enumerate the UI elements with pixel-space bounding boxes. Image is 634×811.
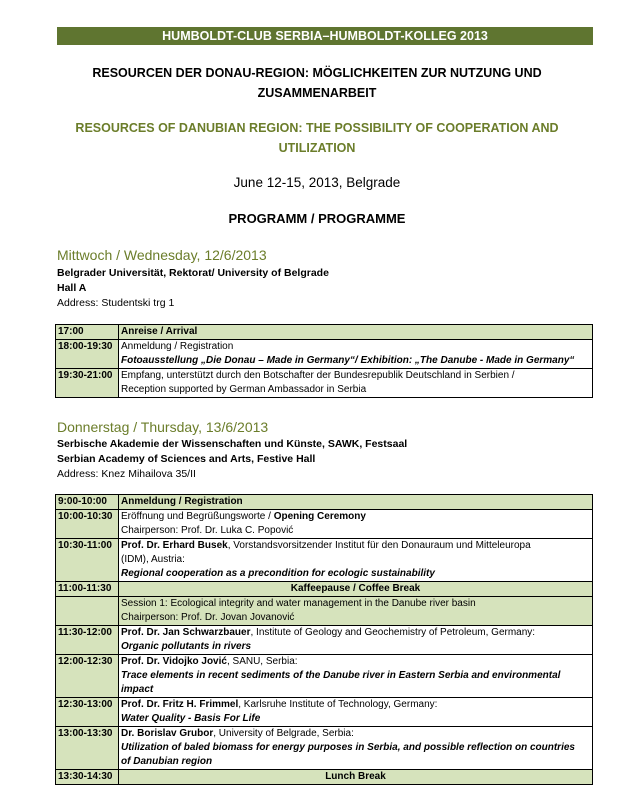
day1-venue-line1: Belgrader Universität, Rektorat/ University of Belgrade [57, 267, 329, 279]
day2-venue [57, 437, 407, 482]
row-time: 10:00-10:30 [56, 510, 119, 539]
title-english-line2: UTILIZATION [278, 141, 356, 155]
title-english-line1: RESOURCES OF DANUBIAN REGION: THE POSSIBILITY OF COOPERATION AND [75, 121, 559, 135]
row-subtext: Fotoausstellung „Die Donau – Made in Germany“/ Exhibition: „The Danube - Made in Germany“ [121, 355, 575, 366]
row-content [119, 626, 593, 655]
row-speaker: Prof. Dr. Fritz H. Frimmel [121, 699, 239, 710]
table-row [56, 597, 593, 626]
row-affil: , Karlsruhe Institute of Technology, Germany: [238, 699, 438, 710]
row-text-b: Opening Ceremony [273, 511, 366, 522]
title-german [40, 63, 594, 103]
row-content [119, 539, 593, 582]
row-time [56, 597, 119, 626]
row-content [119, 369, 593, 398]
row-speaker-line [121, 626, 590, 640]
row-text2: Reception supported by German Ambassador in Serbia [121, 384, 367, 395]
row-talk2: of Danubian region [121, 756, 213, 767]
row-text: Lunch Break [119, 770, 593, 785]
day1-address: Address: Studentski trg 1 [57, 297, 175, 309]
row-speaker-line [121, 698, 590, 712]
row-time: 11:30-12:00 [56, 626, 119, 655]
day1-title: Mittwoch / Wednesday, 12/6/2013 [57, 247, 267, 263]
table-row [56, 510, 593, 539]
row-time: 19:30-21:00 [56, 369, 119, 398]
table-row [56, 727, 593, 770]
row-time: 13:00-13:30 [56, 727, 119, 770]
day1-venue [57, 266, 329, 311]
row-speaker-line [121, 727, 590, 741]
title-german-line2: ZUSAMMENARBEIT [257, 86, 377, 100]
row-speaker-line [121, 655, 590, 669]
row-time: 10:30-11:00 [56, 539, 119, 582]
row-text: Empfang, unterstützt durch den Botschafter der Bundesrepublik Deutschland in Serbien / [121, 370, 515, 381]
row-affil: , SANU, Serbia: [226, 656, 298, 667]
row-text-a: Eröffnung und Begrüßungsworte / [121, 511, 274, 522]
row-talk: Water Quality - Basis For Life [121, 713, 261, 724]
row-text: Kaffeepause / Coffee Break [119, 582, 593, 597]
row-time: 12:30-13:00 [56, 698, 119, 727]
row-text: Anmeldung / Registration [121, 341, 234, 352]
table-row [56, 369, 593, 398]
row-content [119, 340, 593, 369]
row-time: 18:00-19:30 [56, 340, 119, 369]
row-speaker: Prof. Dr. Erhard Busek [121, 540, 228, 551]
row-affil2: (IDM), Austria: [121, 554, 185, 565]
row-chair: Chairperson: Prof. Dr. Luka C. Popović [121, 525, 294, 536]
day2-schedule-table [55, 494, 593, 785]
row-talk2: impact [121, 684, 154, 695]
row-affil: , Institute of Geology and Geochemistry of Petroleum, Germany: [250, 627, 536, 638]
row-content [119, 510, 593, 539]
row-chair: Chairperson: Prof. Dr. Jovan Jovanović [121, 612, 295, 623]
row-content [119, 655, 593, 698]
day2-address: Address: Knez Mihailova 35/II [57, 468, 196, 480]
day1-schedule-table [55, 324, 593, 398]
table-row [56, 495, 593, 510]
event-dateline: June 12-15, 2013, Belgrade [233, 175, 401, 190]
row-talk: Organic pollutants in rivers [121, 641, 252, 652]
row-content [119, 727, 593, 770]
row-text: Anmeldung / Registration [119, 495, 593, 510]
row-time: 11:00-11:30 [56, 582, 119, 597]
row-speaker-line [121, 539, 590, 553]
event-banner: HUMBOLDT-CLUB SERBIA–HUMBOLDT-KOLLEG 2013 [57, 27, 593, 45]
table-row [56, 698, 593, 727]
table-row [56, 325, 593, 340]
row-affil: , Vorstandsvorsitzender Institut für den Donauraum und Mitteleuropa [227, 540, 531, 551]
day2-venue-line1: Serbische Akademie der Wissenschaften und Künste, SAWK, Festsaal [57, 438, 408, 450]
row-talk: Utilization of baled biomass for energy purposes in Serbia, and possible reflection on countries [121, 742, 575, 753]
day2-venue-line2: Serbian Academy of Sciences and Arts, Festive Hall [57, 453, 316, 465]
day2-title: Donnerstag / Thursday, 13/6/2013 [57, 419, 269, 435]
table-row [56, 539, 593, 582]
row-speaker: Prof. Dr. Jan Schwarzbauer [121, 627, 251, 638]
table-row [56, 655, 593, 698]
title-english [40, 118, 594, 158]
row-text [121, 510, 590, 524]
table-row [56, 626, 593, 655]
row-talk: Trace elements in recent sediments of the Danube river in Eastern Serbia and environmental [121, 670, 561, 681]
table-row [56, 770, 593, 785]
title-german-line1: RESOURCEN DER DONAU-REGION: MÖGLICHKEITEN ZUR NUTZUNG UND [92, 66, 542, 80]
programme-heading: PROGRAMM / PROGRAMME [228, 211, 406, 226]
row-session: Session 1: Ecological integrity and water management in the Danube river basin [121, 598, 476, 609]
row-affil: , University of Belgrade, Serbia: [213, 728, 354, 739]
row-speaker: Prof. Dr. Vidojko Jović [121, 656, 227, 667]
row-content [119, 597, 593, 626]
row-talk: Regional cooperation as a precondition for ecologic sustainability [121, 568, 435, 579]
row-text: Anreise / Arrival [119, 325, 593, 340]
table-row [56, 582, 593, 597]
row-speaker: Dr. Borislav Grubor [121, 728, 214, 739]
row-time: 13:30-14:30 [56, 770, 119, 785]
row-time: 12:00-12:30 [56, 655, 119, 698]
row-time: 9:00-10:00 [56, 495, 119, 510]
row-content [119, 698, 593, 727]
row-time: 17:00 [56, 325, 119, 340]
day1-venue-line2: Hall A [57, 282, 87, 294]
table-row [56, 340, 593, 369]
